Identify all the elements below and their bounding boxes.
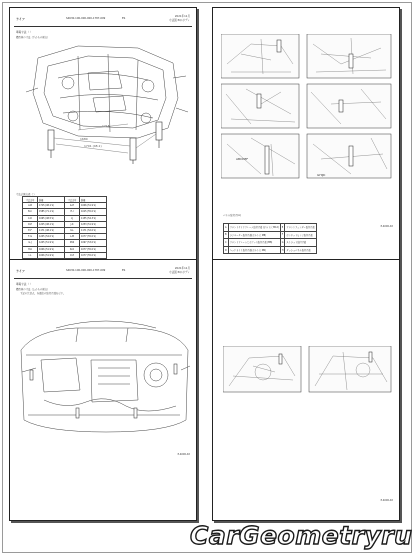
table-cell: フロントサイドフレーム取付け部 (ボルト穴 M12)	[228, 224, 280, 232]
table-row	[224, 239, 317, 247]
page-4	[212, 259, 400, 521]
svg-text:ABCDEF: ABCDEF	[236, 157, 249, 161]
page-3	[9, 259, 197, 521]
table-cell: F-G	[23, 234, 38, 240]
table-row	[224, 246, 317, 254]
table-cell: D-E	[23, 221, 38, 227]
table-cell: B	[224, 231, 229, 239]
version-label: ES	[122, 17, 126, 20]
table-cell: フロントフェンダー取付け部	[285, 224, 316, 232]
table-header-cell: 寸法記号	[23, 197, 38, 203]
date-block	[169, 15, 190, 22]
table-cell: ダッシュパネル取付け部	[285, 246, 316, 254]
table-cell: 1253 (51.9 S)	[80, 221, 107, 227]
table-cell: A-B	[23, 203, 38, 209]
table-cell: 1077 (55.0 S)	[80, 234, 107, 240]
figure-caption-line-2: 下記の注意点、各部位の取付け部を示す。	[20, 292, 66, 295]
svg-text:1680: 1680	[80, 137, 88, 141]
table-cell: ストラット取付け部	[285, 239, 316, 247]
table-cell: E-F	[23, 227, 38, 233]
cargeometry-logo	[190, 521, 412, 550]
table-cell: 1006 (51.9 S)	[38, 246, 65, 252]
table-caption: 寸法計測点表（ ）	[16, 193, 36, 196]
version-label: ES	[122, 269, 126, 272]
date-line-1: 2021年11月	[174, 15, 190, 18]
engine-bay-photo-grid	[221, 34, 393, 204]
logo-subtext: ru	[381, 521, 413, 550]
figure-caption-line-1: 構造体の寸法（上からの視点）	[16, 288, 50, 291]
measurement-table	[22, 196, 107, 259]
table-cell: A	[224, 224, 229, 232]
table-cell: フロントフレームとボディの取付け部 (M8)	[228, 239, 280, 247]
date-line-2: 寸法図 P.Q.ボディ	[168, 270, 190, 274]
table-cell: 1225 (48.1 S)	[38, 221, 65, 227]
table-cell: H	[280, 246, 285, 254]
table-cell: 1171 (52.0 S)	[80, 227, 107, 233]
photo-callout: パネル取付け(A)	[223, 214, 241, 217]
page-footer: P-4000-XX	[380, 499, 393, 502]
table-cell: G-H	[65, 203, 80, 209]
table-cell: N-O	[65, 246, 80, 252]
table-cell: M-N	[65, 240, 80, 246]
engine-bay-diagram	[16, 320, 192, 440]
section-title: 車両寸法（ ）	[16, 283, 33, 286]
table-header-cell: 距離	[38, 197, 65, 203]
date-line-1: 2021年11月	[174, 267, 190, 270]
table-cell: 1245 (54.0 S)	[38, 234, 65, 240]
table-cell: G	[280, 239, 285, 247]
table-cell: 1077 (55.0 S)	[80, 252, 107, 258]
logo-text: CarGeometry	[190, 521, 382, 550]
doc-code: S4630-100-000-000-1787-099	[66, 17, 106, 20]
page-footer: P-4000-XX	[177, 453, 190, 456]
table-cell: 1585 (71.1 S)	[38, 209, 65, 215]
svg-text:1701 (48.1): 1701 (48.1)	[84, 144, 102, 148]
table-cell: 1715 (48.1 S)	[38, 203, 65, 209]
table-cell: L-M	[65, 234, 80, 240]
table-cell: ラジエーター取付け部(ボルト穴 M8)	[228, 231, 280, 239]
table-cell: J-K	[65, 221, 80, 227]
table-cell: H-I	[65, 209, 80, 215]
figure-caption: 構造体の寸法（下からの視点）	[16, 36, 50, 39]
page-2	[212, 7, 400, 269]
table-cell: I-L	[23, 252, 38, 258]
svg-text:1715: 1715	[102, 124, 110, 128]
table-cell: 1077 (55.0 S)	[80, 246, 107, 252]
doc-code: S4630-100-000-000-1787-099	[66, 269, 106, 272]
header-rule	[14, 26, 192, 27]
table-cell: H-K	[23, 246, 38, 252]
section-title: 車両寸法（ ）	[16, 31, 33, 34]
table-row	[23, 252, 107, 258]
brand-label: ライフ	[16, 269, 25, 273]
page-footer: P-4000-XX	[380, 225, 393, 228]
table-cell: ボンネットヒンジ取付け部	[285, 231, 316, 239]
table-cell: F	[280, 231, 285, 239]
table-row	[224, 224, 317, 232]
brand-label: ライフ	[16, 17, 25, 21]
table-cell: ヘッドライト取付け部(ボルト穴 M6)	[228, 246, 280, 254]
table-cell: E	[280, 224, 285, 232]
page-header	[14, 14, 192, 30]
table-header-cell: 寸法記号	[65, 197, 80, 203]
table-cell: 1065 (48.5 S)	[38, 215, 65, 221]
table-cell: 1245 (51.9 S)	[38, 240, 65, 246]
svg-text:GHIJK: GHIJK	[317, 173, 326, 177]
table-cell: 1171 (48.1 S)	[38, 227, 65, 233]
table-cell: 1015 (55.0 S)	[80, 209, 107, 215]
table-cell: 1155 (54.3 S)	[80, 215, 107, 221]
header-rule	[14, 278, 192, 279]
table-cell: 1006 (51.9 S)	[38, 252, 65, 258]
table-cell: 1006 (51.9 S)	[80, 203, 107, 209]
table-row	[224, 231, 317, 239]
date-block	[169, 267, 190, 274]
table-cell: C	[224, 239, 229, 247]
table-cell: I-J	[65, 215, 80, 221]
table-header-cell: 距離	[80, 197, 107, 203]
engine-photo-pair	[223, 346, 393, 396]
date-line-2: 寸法図 P.Q.ボディ	[168, 18, 190, 22]
table-cell: B-C	[23, 209, 38, 215]
table-cell: O-P	[65, 252, 80, 258]
underbody-diagram	[18, 38, 190, 168]
page-header	[14, 266, 192, 282]
description-table	[223, 223, 317, 254]
table-cell: D	[224, 246, 229, 254]
table-cell: K-L	[65, 227, 80, 233]
table-cell: G-J	[23, 240, 38, 246]
table-cell: C-D	[23, 215, 38, 221]
table-cell: 1097 (53.0 S)	[80, 240, 107, 246]
page-1	[9, 7, 197, 269]
